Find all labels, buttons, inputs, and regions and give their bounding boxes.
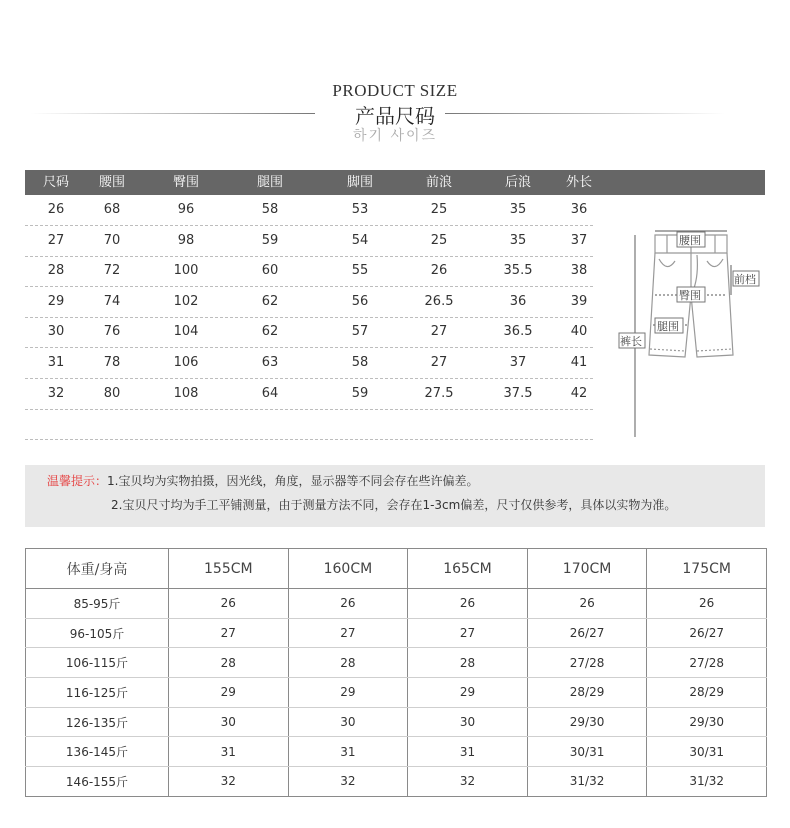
shorts-outline-icon [615,225,780,445]
cell-size: 27 [169,618,289,648]
table-row [25,257,593,287]
weight-table-header-row [26,549,767,589]
col-hip: 臀围 [172,175,200,190]
col-165: 165CM [408,549,528,589]
cell-hem: 54 [351,232,369,248]
cell-size: 31/32 [527,767,647,797]
cell-size: 29 [288,678,408,708]
col-front-rise: 前浪 [425,175,453,190]
cell-weight-range: 146-155斤 [26,767,169,797]
cell-weight-range: 96-105斤 [26,618,169,648]
cell-back-rise: 37.5 [503,385,533,401]
col-waist: 腰围 [98,175,126,190]
col-weight-height: 体重/身高 [26,549,169,589]
cell-weight-range: 136-145斤 [26,737,169,767]
cell-size: 32 [288,767,408,797]
cell-size: 32 [169,767,289,797]
cell-thigh: 62 [261,293,279,309]
cell-waist: 80 [103,385,121,401]
table-row [26,589,767,619]
cell-waist: 70 [103,232,121,248]
tips-box [25,465,765,527]
cell-hem: 58 [351,355,369,370]
cell-front-rise: 26 [430,263,448,279]
title-english: PRODUCT SIZE [332,81,458,100]
col-160: 160CM [288,549,408,589]
cell-back-rise: 37 [509,355,527,370]
col-155: 155CM [169,549,289,589]
cell-size: 26 [288,589,408,619]
cell-size: 26 [527,589,647,619]
table-row [26,737,767,767]
table-row [25,196,593,226]
diagram-front-rise-label: 前档 [734,273,756,286]
diagram-waist-label: 腰围 [679,234,701,247]
table-row [26,707,767,737]
cell-size: 28 [408,648,528,678]
cell-front-rise: 27.5 [424,385,454,401]
cell-size: 27 [288,618,408,648]
cell-size: 30/31 [647,737,767,767]
cell-weight-range: 116-125斤 [26,678,169,708]
cell-waist: 68 [103,202,121,217]
cell-front-rise: 27 [430,324,448,340]
cell-size: 31 [47,355,65,370]
cell-back-rise: 35.5 [503,263,533,279]
cell-thigh: 58 [261,202,279,217]
col-170: 170CM [527,549,647,589]
pants-diagram [615,225,780,445]
cell-back-rise: 35 [509,202,527,217]
cell-hip: 102 [173,293,199,309]
cell-weight-range: 106-115斤 [26,648,169,678]
cell-weight-range: 126-135斤 [26,707,169,737]
cell-size: 26/27 [647,618,767,648]
cell-hip: 108 [173,385,199,401]
col-hem: 脚围 [346,175,374,190]
diagram-thigh-label: 腿围 [657,320,679,333]
table-row [25,349,593,379]
cell-size: 27/28 [647,648,767,678]
cell-size: 26 [169,589,289,619]
cell-hem: 53 [351,202,369,217]
cell-thigh: 60 [261,263,279,279]
table-row [25,380,593,410]
weight-table-body [26,589,767,797]
cell-size: 26 [47,202,65,217]
cell-front-rise: 25 [430,202,448,217]
cell-thigh: 64 [261,385,279,401]
cell-hem: 55 [351,263,369,279]
table-row [25,288,593,318]
cell-waist: 76 [103,324,121,340]
cell-front-rise: 25 [430,232,448,248]
cell-front-rise: 27 [430,355,448,370]
cell-size: 26 [408,589,528,619]
cell-thigh: 63 [261,355,279,370]
col-size: 尺码 [42,175,70,190]
cell-hip: 106 [173,355,199,370]
cell-size: 27/28 [527,648,647,678]
cell-size: 29 [408,678,528,708]
table-row [26,678,767,708]
cell-length: 38 [570,263,588,279]
cell-size: 31 [288,737,408,767]
cell-length: 41 [570,355,588,370]
title-chinese: 产品尺码 [355,104,435,128]
cell-thigh: 62 [261,324,279,340]
cell-weight-range: 85-95斤 [26,589,169,619]
cell-length: 39 [570,293,588,309]
cell-size: 28 [288,648,408,678]
cell-size: 30 [47,324,65,340]
cell-length: 36 [570,202,588,217]
cell-size: 28/29 [647,678,767,708]
cell-size: 28 [47,263,65,279]
table-row [25,318,593,348]
tips-line-2: 2.宝贝尺寸均为手工平铺测量，由于测量方法不同，会存在1-3cm偏差，尺寸仅供参考，具体以实物为准。 [111,498,677,512]
tips-line-1 [47,472,478,489]
cell-size: 32 [47,385,65,401]
diagram-hip-label: 臀围 [679,289,701,302]
diagram-length-label: 裤长 [620,335,642,348]
cell-length: 40 [570,324,588,340]
cell-waist: 74 [103,293,121,309]
cell-hip: 100 [173,263,199,279]
weight-height-table [25,548,767,797]
cell-size: 26 [647,589,767,619]
cell-size: 32 [408,767,528,797]
cell-size: 29 [169,678,289,708]
cell-hem: 56 [351,293,369,309]
cell-size: 30 [169,707,289,737]
col-back-rise: 后浪 [504,175,532,190]
cell-front-rise: 26.5 [424,293,454,309]
cell-size: 28 [169,648,289,678]
size-table-empty-row [25,410,593,440]
cell-hip: 96 [177,202,195,217]
cell-hem: 59 [351,385,369,401]
cell-length: 37 [570,232,588,248]
cell-size: 27 [408,618,528,648]
col-175: 175CM [647,549,767,589]
cell-back-rise: 35 [509,232,527,248]
tips-line-1-text: 1.宝贝均为实物拍摄，因光线，角度，显示器等不同会存在些许偏差。 [107,474,479,488]
col-thigh: 腿围 [256,175,284,190]
table-row [25,227,593,257]
cell-waist: 72 [103,263,121,279]
cell-size: 27 [47,232,65,248]
cell-size: 30 [408,707,528,737]
cell-size: 30 [288,707,408,737]
cell-size: 31/32 [647,767,767,797]
cell-back-rise: 36.5 [503,324,533,340]
size-table-header [25,170,765,195]
table-row [26,648,767,678]
cell-size: 29/30 [527,707,647,737]
table-row [26,767,767,797]
cell-size: 28/29 [527,678,647,708]
cell-length: 42 [570,385,588,401]
cell-hip: 98 [177,232,195,248]
cell-size: 31 [169,737,289,767]
col-length: 外长 [565,175,593,190]
cell-back-rise: 36 [509,293,527,309]
cell-thigh: 59 [261,232,279,248]
table-row [26,618,767,648]
tips-label: 温馨提示： [47,474,108,488]
cell-size: 31 [408,737,528,767]
title-korean: 하기 사이즈 [352,128,438,144]
cell-hem: 57 [351,324,369,340]
cell-hip: 104 [173,324,199,340]
product-size-header [0,0,790,150]
cell-size: 26/27 [527,618,647,648]
cell-size: 30/31 [527,737,647,767]
cell-waist: 78 [103,355,121,370]
cell-size: 29 [47,293,65,309]
cell-size: 29/30 [647,707,767,737]
